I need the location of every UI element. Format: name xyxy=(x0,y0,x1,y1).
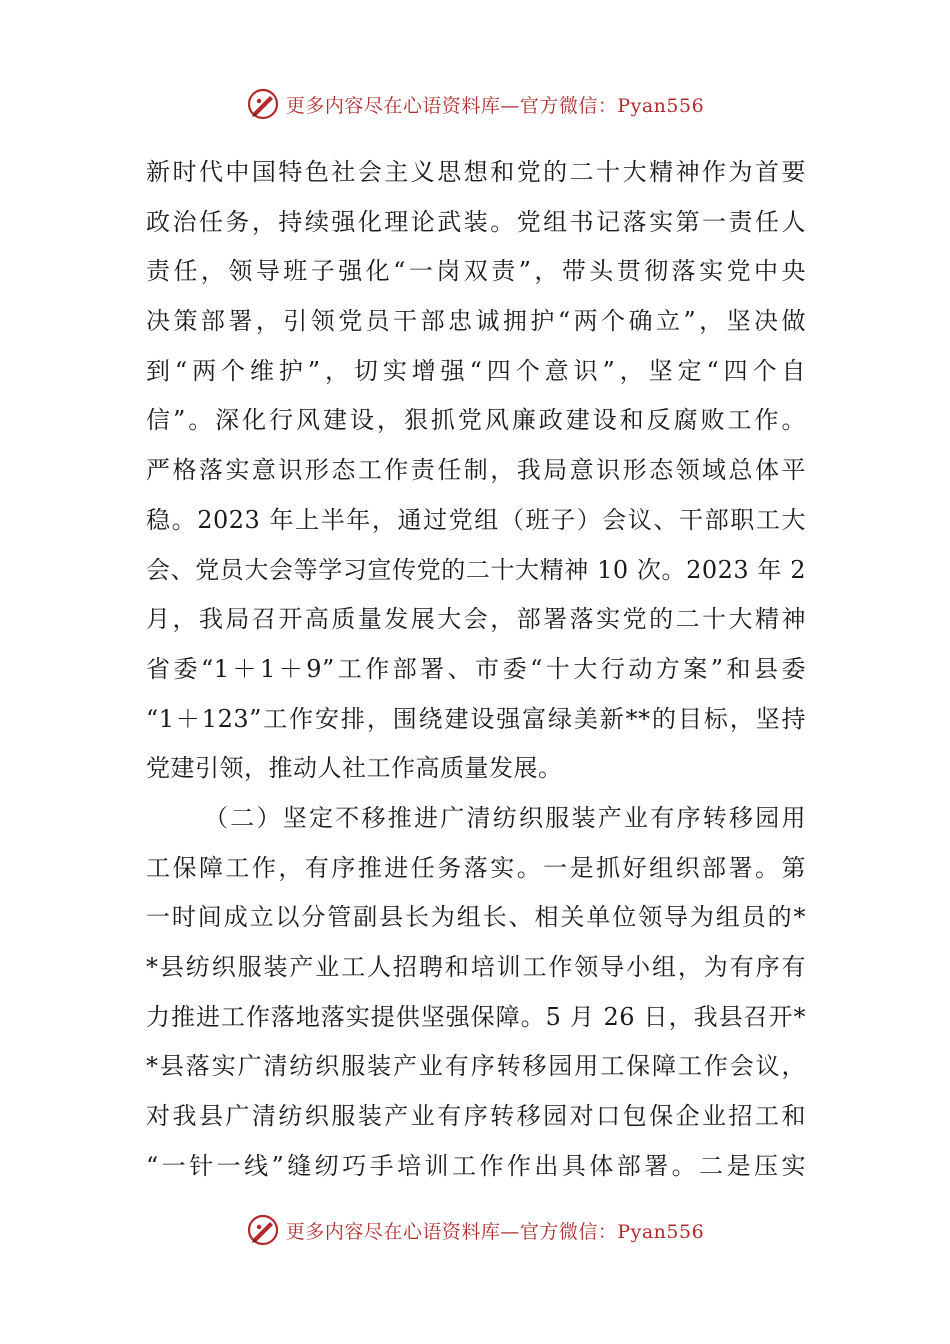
text-line: 月，我局召开高质量发展大会，部署落实党的二十大精神 xyxy=(146,605,806,634)
header-banner-text: 更多内容尽在心语资料库—官方微信：Pyan556 xyxy=(285,94,705,117)
text-line: 责任，领导班子强化“一岗双责”，带头贯彻落实党中央 xyxy=(146,257,806,286)
paragraph-2 xyxy=(146,794,806,1192)
footer-banner xyxy=(0,1210,950,1250)
text-line: *县纺织服装产业工人招聘和培训工作领导小组，为有序有 xyxy=(146,953,806,981)
header-banner xyxy=(0,84,950,124)
pen-logo-icon xyxy=(246,87,280,121)
text-line: 严格落实意识形态工作责任制，我局意识形态领域总体平 xyxy=(146,456,806,485)
text-line: 省委“1＋1＋9”工作部署、市委“十大行动方案”和县委 xyxy=(146,654,806,683)
paragraph-1 xyxy=(146,148,806,794)
text-line: “1＋123”工作安排，围绕建设强富绿美新**的目标，坚持 xyxy=(146,704,806,733)
text-line: 决策部署，引领党员干部忠诚拥护“两个确立”，坚决做 xyxy=(146,307,806,336)
text-line: （二）坚定不移推进广清纺织服装产业有序转移园用 xyxy=(204,803,806,832)
document-body xyxy=(146,148,806,1191)
text-line: 党建引领，推动人社工作高质量发展。 xyxy=(146,754,563,783)
text-line: 会、党员大会等学习宣传党的二十大精神 10 次。2023 年 2 xyxy=(146,555,806,584)
text-line: 力推进工作落地落实提供坚强保障。5 月 26 日，我县召开* xyxy=(146,1002,806,1031)
text-line: *县落实广清纺织服装产业有序转移园用工保障工作会议， xyxy=(146,1052,806,1081)
footer-banner-text: 更多内容尽在心语资料库—官方微信：Pyan556 xyxy=(285,1220,705,1243)
text-line: 到“两个维护”，切实增强“四个意识”，坚定“四个自 xyxy=(146,356,806,385)
text-line: 一时间成立以分管副县长为组长、相关单位领导为组员的* xyxy=(146,903,806,932)
text-line: 对我县广清纺织服装产业有序转移园对口包保企业招工和 xyxy=(146,1102,806,1131)
text-line: 新时代中国特色社会主义思想和党的二十大精神作为首要 xyxy=(146,158,806,186)
text-line: 信”。深化行风建设，狠抓党风廉政建设和反腐败工作。 xyxy=(146,406,806,435)
text-line: 工保障工作，有序推进任务落实。一是抓好组织部署。第 xyxy=(146,853,806,882)
text-line: “一针一线”缝纫巧手培训工作作出具体部署。二是压实 xyxy=(146,1151,806,1180)
text-line: 政治任务，持续强化理论武装。党组书记落实第一责任人 xyxy=(146,207,806,236)
text-line: 稳。2023 年上半年，通过党组（班子）会议、干部职工大 xyxy=(146,505,806,534)
pen-logo-icon xyxy=(246,1213,280,1247)
